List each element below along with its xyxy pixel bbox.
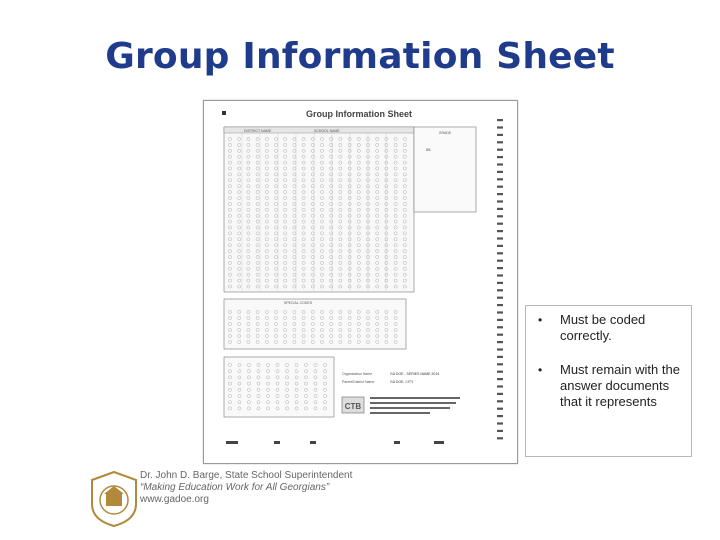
timing-mark <box>497 260 503 262</box>
timing-mark <box>497 304 503 306</box>
timing-mark <box>497 415 503 417</box>
label-district: DISTRICT NAME <box>244 129 272 133</box>
footer-superintendent: Dr. John D. Barge, State School Superintendent <box>140 470 353 481</box>
timing-mark <box>497 408 503 410</box>
timing-mark <box>497 341 503 343</box>
sheet-heading: Group Information Sheet <box>305 109 413 119</box>
timing-mark <box>497 119 503 121</box>
bullet-item: • Must remain with the answer documents that it represents <box>538 362 680 409</box>
timing-mark <box>497 171 503 173</box>
timing-mark <box>497 326 503 328</box>
slide-title: Group Information Sheet <box>105 36 615 77</box>
parent-value: GA DOE, CITY <box>390 380 414 384</box>
timing-mark <box>497 334 503 336</box>
timing-mark <box>497 230 503 232</box>
timing-mark <box>497 134 503 136</box>
bullet-item: • Must be coded correctly. <box>538 312 646 343</box>
timing-mark <box>497 311 503 313</box>
timing-mark <box>497 215 503 217</box>
timing-mark <box>497 422 503 424</box>
timing-mark <box>497 252 503 254</box>
timing-mark <box>497 223 503 225</box>
org-value: GA DOE - SERIES NAME 2014 <box>390 372 440 376</box>
timing-mark <box>497 363 503 365</box>
footer-url[interactable]: www.gadoe.org <box>140 494 209 505</box>
timing-mark <box>497 163 503 165</box>
timing-mark <box>497 126 503 128</box>
department-seal-icon <box>88 470 140 528</box>
timing-mark <box>497 237 503 239</box>
timing-mark <box>497 348 503 350</box>
timing-mark <box>497 319 503 321</box>
timing-mark <box>497 178 503 180</box>
timing-mark <box>497 356 503 358</box>
footer <box>140 470 352 506</box>
timing-mark <box>497 245 503 247</box>
timing-mark <box>497 282 503 284</box>
timing-mark <box>497 400 503 402</box>
label-grade: GRADE <box>438 131 452 135</box>
label-parent: Parent/District Name <box>342 380 375 384</box>
ctb-logo: CTB <box>344 402 362 411</box>
timing-mark <box>497 267 503 269</box>
timing-mark <box>497 289 503 291</box>
timing-mark <box>497 378 503 380</box>
timing-mark <box>497 141 503 143</box>
timing-mark <box>497 274 503 276</box>
timing-mark <box>497 149 503 151</box>
timing-mark <box>497 297 503 299</box>
label-special-codes: SPECIAL CODES <box>284 301 313 305</box>
timing-mark <box>497 208 503 210</box>
label-org: Organization Name <box>342 372 373 376</box>
timing-mark <box>497 437 503 439</box>
timing-mark <box>497 156 503 158</box>
timing-mark <box>497 430 503 432</box>
timing-mark <box>497 385 503 387</box>
footer-motto: “Making Education Work for All Georgians” <box>140 482 330 493</box>
timing-mark <box>497 393 503 395</box>
timing-mark <box>497 200 503 202</box>
timing-mark <box>497 371 503 373</box>
grade-value: 05 <box>426 147 431 152</box>
label-school: SCHOOL NAME <box>314 129 340 133</box>
timing-mark <box>497 193 503 195</box>
timing-mark <box>497 186 503 188</box>
bullet-box <box>525 305 692 457</box>
answer-sheet-image <box>203 100 518 464</box>
